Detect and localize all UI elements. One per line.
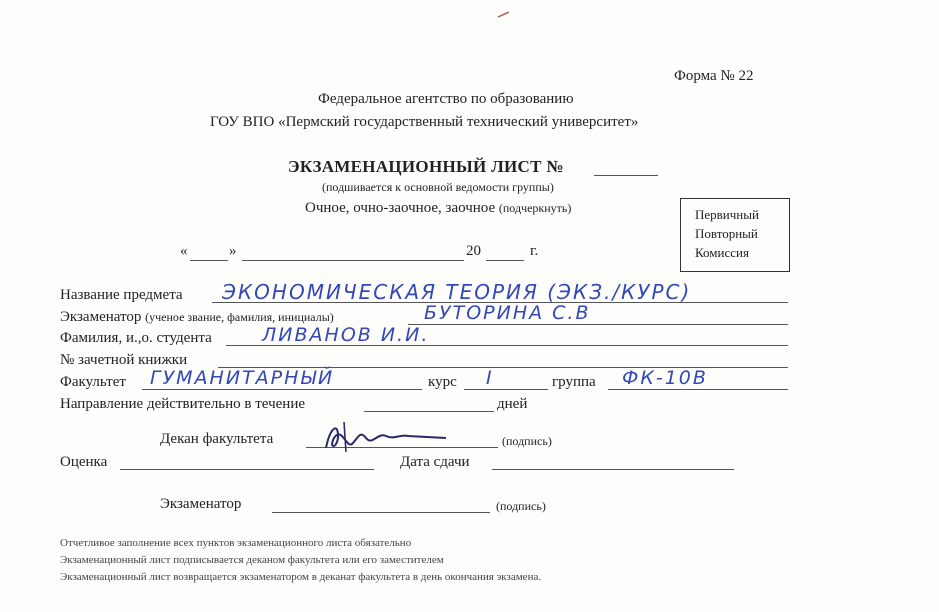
university-name: ГОУ ВПО «Пермский государственный технический университет» — [210, 114, 639, 130]
record-book-label: № зачетной книжки — [60, 352, 188, 368]
agency-name: Федеральное агентство по образованию — [318, 91, 574, 107]
date-year-line — [486, 260, 524, 261]
faculty-value: ГУМАНИТАРНЫЙ — [150, 367, 335, 389]
grade-label: Оценка — [60, 454, 108, 470]
validity-line — [364, 411, 494, 412]
dean-label: Декан факультета — [160, 431, 274, 447]
date-month-line — [242, 260, 464, 261]
course-line — [464, 389, 548, 390]
group-label: группа — [552, 374, 596, 390]
dean-signature-note: (подпись) — [502, 434, 552, 448]
exam-type-box — [680, 198, 790, 272]
exam-type-primary: Первичный — [695, 207, 759, 222]
exam-date-label: Дата сдачи — [400, 454, 470, 470]
validity-unit: дней — [497, 396, 528, 412]
examiner-signature-note: (подпись) — [496, 499, 546, 513]
group-value: ФК-10В — [622, 367, 708, 389]
faculty-line — [142, 389, 422, 390]
dean-signature — [316, 418, 456, 458]
examiner-line — [408, 324, 788, 325]
date-year-suffix: г. — [530, 243, 539, 259]
date-day-line — [190, 260, 228, 261]
footer-note-3: Экзаменационный лист возвращается экзаменатором в деканат факультета в день окончания экзамена. — [60, 571, 542, 583]
examiner-value: БУТОРИНА С.В — [424, 302, 591, 324]
student-label: Фамилия, и.,о. студента — [60, 330, 212, 346]
date-close-quote: » — [229, 243, 237, 259]
exam-type-repeat: Повторный — [695, 226, 758, 241]
subject-value: ЭКОНОМИЧЕСКАЯ ТЕОРИЯ (ЭКЗ./КУРС) — [222, 280, 692, 304]
date-year-prefix: 20 — [466, 243, 481, 259]
examiner-signature-line — [272, 512, 490, 513]
examiner-label: Экзаменатор — [60, 309, 142, 325]
exam-date-line — [492, 469, 734, 470]
pen-mark — [496, 8, 512, 20]
examiner-note: (ученое звание, фамилия, инициалы) — [145, 310, 334, 324]
footer-note-1: Отчетливое заполнение всех пунктов экзаменационного листа обязательно — [60, 537, 412, 549]
subject-label: Название предмета — [60, 287, 183, 303]
study-form — [305, 200, 571, 217]
validity-label: Направление действительно в течение — [60, 396, 306, 412]
exam-type-commission: Комиссия — [695, 245, 749, 260]
course-label: курс — [428, 374, 457, 390]
study-form-note: (подчеркнуть) — [498, 201, 572, 215]
date-open-quote: « — [180, 243, 188, 259]
form-number: Форма № 22 — [674, 68, 754, 84]
sheet-number-line — [594, 175, 658, 176]
faculty-label: Факультет — [60, 374, 126, 390]
footer-note-2: Экзаменационный лист подписывается деканом факультета или его заместителем — [60, 554, 444, 566]
title-subnote: (подшивается к основной ведомости группы) — [322, 180, 554, 194]
grade-line — [120, 469, 374, 470]
student-value: ЛИВАНОВ И.И. — [262, 324, 430, 346]
document-title: ЭКЗАМЕНАЦИОННЫЙ ЛИСТ № — [288, 157, 564, 176]
group-line — [608, 389, 788, 390]
examiner-signature-label: Экзаменатор — [160, 496, 242, 512]
study-form-options: Очное, очно-заочное, заочное — [305, 200, 496, 216]
course-value: I — [486, 367, 494, 389]
